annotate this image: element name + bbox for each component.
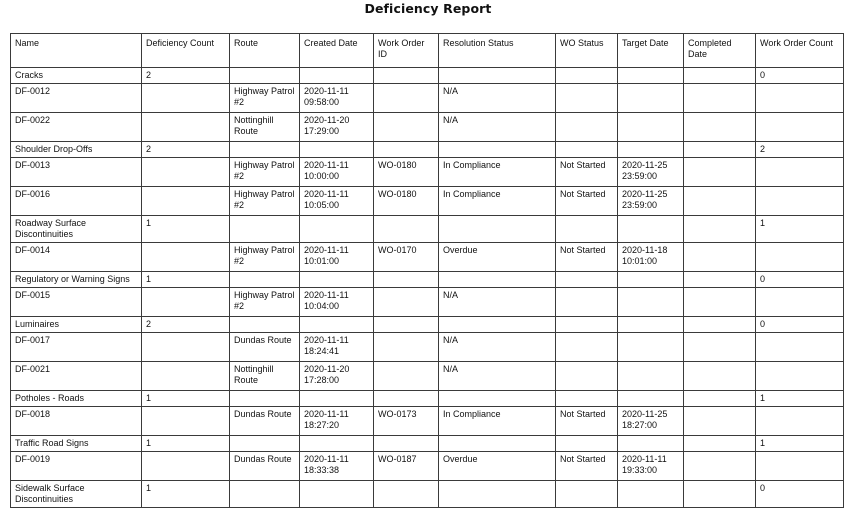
cell-target-date (618, 391, 684, 407)
cell-work-order-id (374, 333, 439, 362)
cell-work-order-count (756, 84, 844, 113)
cell-work-order-count: 1 (756, 436, 844, 452)
cell-wo-status (556, 84, 618, 113)
cell-name: DF-0017 (11, 333, 142, 362)
deficiency-row (11, 333, 844, 362)
cell-deficiency-count (142, 362, 230, 391)
cell-completed-date (684, 216, 756, 243)
group-row (11, 481, 844, 508)
column-header-work-order-count: Work Order Count (756, 34, 844, 68)
cell-wo-status: Not Started (556, 187, 618, 216)
group-row (11, 272, 844, 288)
deficiency-row (11, 362, 844, 391)
cell-route: Highway Patrol #2 (230, 187, 300, 216)
cell-work-order-id (374, 391, 439, 407)
column-header-created-date: Created Date (300, 34, 374, 68)
cell-work-order-id: WO-0187 (374, 452, 439, 481)
cell-resolution-status: N/A (439, 113, 556, 142)
cell-deficiency-count: 2 (142, 317, 230, 333)
cell-wo-status: Not Started (556, 452, 618, 481)
cell-resolution-status: Overdue (439, 452, 556, 481)
cell-route: Nottinghill Route (230, 113, 300, 142)
cell-resolution-status (439, 142, 556, 158)
deficiency-row (11, 243, 844, 272)
cell-work-order-count (756, 243, 844, 272)
cell-name: DF-0015 (11, 288, 142, 317)
cell-name: DF-0019 (11, 452, 142, 481)
cell-work-order-id (374, 142, 439, 158)
cell-work-order-id (374, 68, 439, 84)
cell-created-date (300, 317, 374, 333)
cell-target-date: 2020-11-25 23:59:00 (618, 187, 684, 216)
column-header-resolution-status: Resolution Status (439, 34, 556, 68)
cell-work-order-count: 1 (756, 391, 844, 407)
cell-work-order-count (756, 158, 844, 187)
cell-work-order-id (374, 288, 439, 317)
cell-deficiency-count: 2 (142, 142, 230, 158)
cell-deficiency-count: 2 (142, 68, 230, 84)
cell-group-name: Regulatory or Warning Signs (11, 272, 142, 288)
group-row (11, 68, 844, 84)
cell-name: DF-0012 (11, 84, 142, 113)
cell-deficiency-count (142, 113, 230, 142)
cell-route (230, 216, 300, 243)
cell-resolution-status (439, 317, 556, 333)
cell-created-date: 2020-11-11 18:24:41 (300, 333, 374, 362)
deficiency-row (11, 452, 844, 481)
cell-resolution-status: N/A (439, 288, 556, 317)
cell-target-date: 2020-11-25 23:59:00 (618, 158, 684, 187)
cell-name: DF-0022 (11, 113, 142, 142)
cell-target-date (618, 113, 684, 142)
cell-created-date: 2020-11-20 17:28:00 (300, 362, 374, 391)
cell-resolution-status (439, 391, 556, 407)
deficiency-row (11, 187, 844, 216)
cell-created-date (300, 272, 374, 288)
cell-name: DF-0013 (11, 158, 142, 187)
cell-created-date (300, 436, 374, 452)
deficiency-row (11, 158, 844, 187)
cell-wo-status (556, 68, 618, 84)
cell-completed-date (684, 481, 756, 508)
cell-wo-status (556, 436, 618, 452)
cell-resolution-status (439, 272, 556, 288)
cell-deficiency-count: 1 (142, 481, 230, 508)
column-header-deficiency-count: Deficiency Count (142, 34, 230, 68)
deficiency-row (11, 84, 844, 113)
cell-created-date (300, 481, 374, 508)
cell-wo-status: Not Started (556, 158, 618, 187)
cell-target-date (618, 317, 684, 333)
group-row (11, 391, 844, 407)
cell-route (230, 142, 300, 158)
cell-wo-status: Not Started (556, 243, 618, 272)
cell-deficiency-count: 1 (142, 436, 230, 452)
cell-work-order-id: WO-0173 (374, 407, 439, 436)
cell-created-date (300, 142, 374, 158)
cell-completed-date (684, 243, 756, 272)
cell-resolution-status (439, 436, 556, 452)
cell-target-date: 2020-11-25 18:27:00 (618, 407, 684, 436)
cell-route: Dundas Route (230, 407, 300, 436)
cell-completed-date (684, 362, 756, 391)
cell-completed-date (684, 333, 756, 362)
column-header-name: Name (11, 34, 142, 68)
cell-route: Dundas Route (230, 333, 300, 362)
cell-deficiency-count: 1 (142, 216, 230, 243)
cell-wo-status (556, 216, 618, 243)
column-header-route: Route (230, 34, 300, 68)
cell-target-date (618, 272, 684, 288)
cell-resolution-status: Overdue (439, 243, 556, 272)
cell-deficiency-count (142, 288, 230, 317)
cell-completed-date (684, 68, 756, 84)
cell-completed-date (684, 436, 756, 452)
cell-target-date (618, 142, 684, 158)
cell-work-order-id: WO-0180 (374, 187, 439, 216)
cell-created-date: 2020-11-11 10:05:00 (300, 187, 374, 216)
cell-name: DF-0014 (11, 243, 142, 272)
cell-deficiency-count (142, 158, 230, 187)
cell-work-order-count (756, 187, 844, 216)
cell-group-name: Luminaires (11, 317, 142, 333)
report-body (11, 68, 844, 508)
cell-work-order-id (374, 317, 439, 333)
cell-completed-date (684, 407, 756, 436)
cell-name: DF-0016 (11, 187, 142, 216)
cell-completed-date (684, 317, 756, 333)
cell-work-order-id: WO-0180 (374, 158, 439, 187)
cell-wo-status (556, 113, 618, 142)
cell-work-order-id (374, 113, 439, 142)
cell-created-date (300, 391, 374, 407)
cell-group-name: Traffic Road Signs (11, 436, 142, 452)
cell-target-date (618, 362, 684, 391)
cell-deficiency-count (142, 452, 230, 481)
cell-name: DF-0021 (11, 362, 142, 391)
cell-resolution-status: In Compliance (439, 407, 556, 436)
group-row (11, 216, 844, 243)
cell-resolution-status (439, 481, 556, 508)
cell-work-order-count (756, 407, 844, 436)
cell-completed-date (684, 288, 756, 317)
cell-created-date: 2020-11-11 10:04:00 (300, 288, 374, 317)
cell-target-date: 2020-11-18 10:01:00 (618, 243, 684, 272)
cell-target-date (618, 333, 684, 362)
cell-target-date (618, 436, 684, 452)
cell-route: Highway Patrol #2 (230, 84, 300, 113)
cell-deficiency-count (142, 333, 230, 362)
cell-wo-status (556, 272, 618, 288)
column-header-completed-date: Completed Date (684, 34, 756, 68)
cell-work-order-count: 1 (756, 216, 844, 243)
cell-group-name: Potholes - Roads (11, 391, 142, 407)
cell-wo-status (556, 391, 618, 407)
cell-target-date (618, 84, 684, 113)
cell-resolution-status (439, 216, 556, 243)
cell-completed-date (684, 391, 756, 407)
cell-work-order-id (374, 216, 439, 243)
cell-wo-status (556, 333, 618, 362)
cell-work-order-id (374, 84, 439, 113)
cell-deficiency-count (142, 84, 230, 113)
cell-wo-status: Not Started (556, 407, 618, 436)
deficiency-table (10, 33, 844, 508)
cell-target-date (618, 68, 684, 84)
cell-work-order-id (374, 481, 439, 508)
group-row (11, 436, 844, 452)
cell-work-order-count: 0 (756, 317, 844, 333)
cell-work-order-id (374, 362, 439, 391)
cell-resolution-status: In Compliance (439, 158, 556, 187)
cell-resolution-status (439, 68, 556, 84)
cell-target-date (618, 216, 684, 243)
cell-created-date: 2020-11-11 10:01:00 (300, 243, 374, 272)
cell-work-order-count: 2 (756, 142, 844, 158)
cell-created-date (300, 68, 374, 84)
cell-work-order-count (756, 113, 844, 142)
report-title: Deficiency Report (364, 1, 492, 16)
cell-wo-status (556, 288, 618, 317)
cell-work-order-count (756, 362, 844, 391)
cell-route: Highway Patrol #2 (230, 288, 300, 317)
cell-resolution-status: N/A (439, 333, 556, 362)
column-header-work-order-id: Work Order ID (374, 34, 439, 68)
deficiency-row (11, 113, 844, 142)
cell-group-name: Shoulder Drop-Offs (11, 142, 142, 158)
cell-created-date: 2020-11-11 18:27:20 (300, 407, 374, 436)
cell-work-order-count (756, 452, 844, 481)
cell-work-order-id (374, 272, 439, 288)
cell-wo-status (556, 142, 618, 158)
cell-deficiency-count (142, 407, 230, 436)
cell-route (230, 272, 300, 288)
cell-wo-status (556, 481, 618, 508)
cell-work-order-count: 0 (756, 272, 844, 288)
cell-route (230, 317, 300, 333)
cell-wo-status (556, 317, 618, 333)
cell-work-order-id (374, 436, 439, 452)
cell-completed-date (684, 452, 756, 481)
cell-resolution-status: N/A (439, 84, 556, 113)
deficiency-row (11, 288, 844, 317)
cell-group-name: Cracks (11, 68, 142, 84)
cell-route (230, 436, 300, 452)
cell-completed-date (684, 84, 756, 113)
cell-work-order-id: WO-0170 (374, 243, 439, 272)
cell-route (230, 68, 300, 84)
header-row (11, 34, 844, 68)
cell-deficiency-count: 1 (142, 272, 230, 288)
cell-resolution-status: N/A (439, 362, 556, 391)
cell-work-order-count (756, 333, 844, 362)
cell-route: Nottinghill Route (230, 362, 300, 391)
cell-work-order-count: 0 (756, 481, 844, 508)
group-row (11, 142, 844, 158)
cell-target-date (618, 481, 684, 508)
cell-route (230, 481, 300, 508)
cell-created-date (300, 216, 374, 243)
cell-group-name: Sidewalk Surface Discontinuities (11, 481, 142, 508)
cell-completed-date (684, 187, 756, 216)
cell-completed-date (684, 158, 756, 187)
cell-name: DF-0018 (11, 407, 142, 436)
cell-resolution-status: In Compliance (439, 187, 556, 216)
group-row (11, 317, 844, 333)
cell-deficiency-count: 1 (142, 391, 230, 407)
cell-completed-date (684, 272, 756, 288)
cell-work-order-count (756, 288, 844, 317)
cell-deficiency-count (142, 243, 230, 272)
cell-route (230, 391, 300, 407)
cell-target-date (618, 288, 684, 317)
cell-deficiency-count (142, 187, 230, 216)
cell-created-date: 2020-11-11 09:58:00 (300, 84, 374, 113)
cell-route: Highway Patrol #2 (230, 243, 300, 272)
cell-work-order-count: 0 (756, 68, 844, 84)
cell-completed-date (684, 113, 756, 142)
cell-route: Highway Patrol #2 (230, 158, 300, 187)
cell-created-date: 2020-11-11 18:33:38 (300, 452, 374, 481)
deficiency-row (11, 407, 844, 436)
cell-group-name: Roadway Surface Discontinuities (11, 216, 142, 243)
cell-route: Dundas Route (230, 452, 300, 481)
cell-wo-status (556, 362, 618, 391)
cell-completed-date (684, 142, 756, 158)
column-header-wo-status: WO Status (556, 34, 618, 68)
cell-created-date: 2020-11-20 17:29:00 (300, 113, 374, 142)
cell-target-date: 2020-11-11 19:33:00 (618, 452, 684, 481)
cell-created-date: 2020-11-11 10:00:00 (300, 158, 374, 187)
column-header-target-date: Target Date (618, 34, 684, 68)
